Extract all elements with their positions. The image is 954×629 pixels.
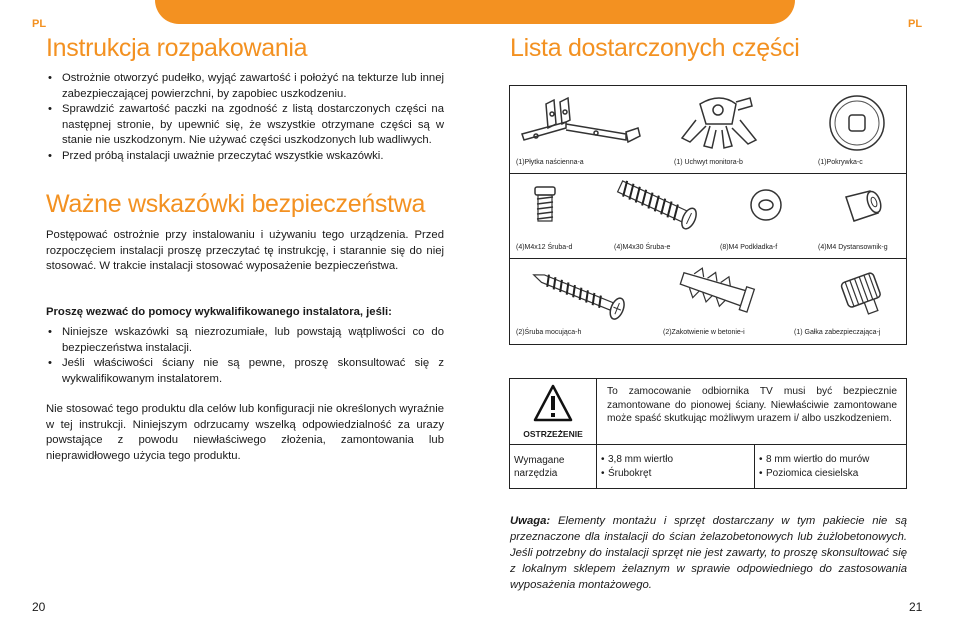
security-knob-icon [836,262,892,318]
warning-box [509,378,907,489]
page-number-left: 20 [32,600,46,614]
title-parts-list: Lista dostarczonych części [510,34,800,62]
lang-label-right: PL [908,18,923,30]
warning-text: To zamocowanie odbiornika TV musi być bezpiecznie zamontowane do pionowej ściany. Niewłaściwie zamontowane może spaść skutkując możliwym urazem i/ albo uszkodzeniem. [607,386,897,424]
parts-row-1 [510,86,906,174]
wall-plate-icon [516,92,646,150]
screw-m4x12-icon [530,183,560,227]
part-label-d: (4)M4x12 Śruba-d [516,244,573,251]
note-paragraph [510,513,907,593]
part-label-a: (1)Płytka naścienna-a [516,159,584,166]
part-label-e: (4)M4x30 Śruba-e [614,244,671,251]
list-item: • Śrubokręt [598,467,748,481]
list-item: • Sprawdzić zawartość paczki na zgodność z listą dostarczonych części na następnej stronie, by upewnić się, że wszystkie otrzymane części są w stanie nie uszkodzonym. Nie używać części uszkodzonych lub wadliwych. [45,102,444,149]
warning-triangle-icon [532,383,574,423]
part-label-c: (1)Pokrywka-c [818,159,863,166]
list-item: • Poziomica ciesielska [756,467,904,481]
part-label-b: (1) Uchwyt monitora-b [674,159,743,166]
help-list [45,325,444,387]
tools-divider-2 [754,444,755,488]
part-label-j: (1) Gałka zabezpieczająca-j [794,329,881,336]
list-item: • Niniejsze wskazówki są niezrozumiałe, lub powstają wątpliwości co do bezpieczeństwa instalacji. [45,325,444,356]
list-item: • 8 mm wiertło do murów [756,453,904,467]
note-text: Elementy montażu i sprzęt dostarczany w tym pakiecie nie są przeznaczone dla instalacji do ścian żelazobetonowych lub żużlobetonowych. Jeśli potrzebny do instalacji sprzęt nie jest zawarty, to proszę skonsultować się z lokalnym sklepem żelaznym w sprawie odpowiedniego do zastosowania wyposażenia montażowego. [510,515,907,591]
list-item: • Przed próbą instalacji uważnie przeczytać wszystkie wskazówki. [45,149,444,165]
spacer-icon [836,183,886,233]
warning-divider [510,444,906,445]
cover-cap-icon [826,92,888,154]
tools-list-2 [756,453,904,481]
title-safety: Ważne wskazówki bezpieczeństwa [46,190,426,218]
part-label-i: (2)Zakotwienie w betonie-i [663,329,745,336]
tools-list-1 [598,453,748,481]
warning-icon-cell [510,379,597,445]
list-item: • Jeśli właściwości ściany nie są pewne, proszę skonsultować się z wykwalifikowanym instalatorem. [45,356,444,387]
disclaimer-paragraph: Nie stosować tego produktu dla celów lub konfiguracji nie określonych wyraźnie w tej instrukcji. Niniejszym odrzucamy wszelką odpowiedzialność za urazy powstające z powodu niewłaściwego złożenia, zamontowania lub nieprawidłowego użycia tego produktu. [46,403,444,462]
part-label-g: (4)M4 Dystansownik-g [818,244,888,251]
lang-label-left: PL [32,18,47,30]
part-label-f: (8)M4 Podkładka-f [720,244,778,251]
safety-paragraph: Postępować ostrożnie przy instalowaniu i używaniu tego urządzenia. Przed rozpoczęciem instalacji proszę przeczytać tę instrukcję, i starannie się do niej stosować. W trakcie instalacji stosować wyposażenie bezpieczeństwa. [46,229,444,272]
washer-icon [746,185,786,225]
list-item: • Ostrożnie otworzyć pudełko, wyjąć zawartość i położyć na tekturze lub innej zabezpieczającej powierzchni, by zapobiec uszkodzeniu. [45,71,444,102]
concrete-anchor-icon [674,266,774,318]
parts-row-2 [510,173,906,259]
page-number-right: 21 [909,600,923,614]
part-label-h: (2)Śruba mocująca-h [516,329,582,336]
header-orange-tab [155,0,795,24]
screw-m4x30-icon [610,177,710,233]
mounting-screw-icon [526,264,636,324]
tools-divider-1 [596,444,597,488]
warning-label: OSTRZEŻENIE [523,429,583,439]
parts-row-3 [510,258,906,344]
parts-table [509,85,907,345]
note-label: Uwaga: [510,515,551,527]
tools-label: Wymagane narzędzia [514,455,565,479]
help-heading: Proszę wezwać do pomocy wykwalifikowanego instalatora, jeśli: [46,306,392,318]
list-item: • 3,8 mm wiertło [598,453,748,467]
title-unpacking: Instrukcja rozpakowania [46,34,308,62]
unpack-list [45,71,444,164]
monitor-bracket-icon [670,90,770,152]
